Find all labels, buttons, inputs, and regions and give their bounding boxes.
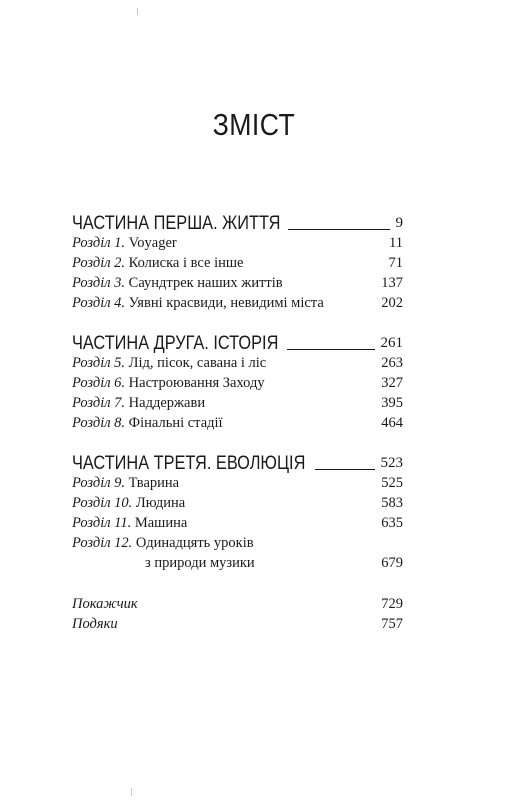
toc-chapter[interactable] <box>72 255 403 275</box>
chapter-page-number: 327 <box>381 375 403 391</box>
chapter-label: Розділ 10. <box>72 495 133 511</box>
scan-mark-bottom <box>131 788 132 796</box>
backmatter-page-number: 757 <box>381 616 403 632</box>
part-page-number: 261 <box>380 335 403 351</box>
spacer <box>72 435 403 449</box>
chapter-title: Тварина <box>128 475 180 491</box>
toc-chapter[interactable] <box>72 375 403 395</box>
toc-chapter[interactable] <box>72 495 403 515</box>
toc-index[interactable] <box>72 596 403 616</box>
part-title: ЧАСТИНА ТРЕТЯ. ЕВОЛЮЦІЯ <box>72 453 306 474</box>
chapter-page-number: 137 <box>381 275 403 291</box>
chapter-page-number: 464 <box>381 415 403 431</box>
chapter-title: Машина <box>134 515 188 531</box>
scan-mark-top <box>137 8 138 15</box>
chapter-label: Розділ 1. <box>72 235 126 251</box>
toc-part-3[interactable] <box>72 449 403 475</box>
chapter-title: Колиска і все інше <box>128 255 244 271</box>
chapter-page-number: 71 <box>388 255 403 271</box>
chapter-title: Людина <box>135 495 186 511</box>
chapter-title: Фінальні стадії <box>128 415 223 431</box>
toc-chapter[interactable] <box>72 235 403 255</box>
leader-line <box>315 469 374 470</box>
chapter-title: Одинадцять уроків <box>135 535 254 551</box>
page-title: ЗМІСТ <box>212 106 296 142</box>
chapter-page-number: 525 <box>381 475 403 491</box>
toc-chapter[interactable] <box>72 355 403 375</box>
spacer <box>72 315 403 329</box>
chapter-page-number: 583 <box>381 495 403 511</box>
chapter-title: Лід, пісок, савана і ліс <box>128 355 267 371</box>
chapter-page-number: 679 <box>381 555 403 571</box>
toc-acknowledgements[interactable] <box>72 616 403 636</box>
chapter-title: Voyager <box>128 235 177 251</box>
chapter-page-number: 11 <box>389 235 403 251</box>
chapter-label: Розділ 12. <box>72 535 133 551</box>
chapter-page-number: 635 <box>381 515 403 531</box>
backmatter-page-number: 729 <box>381 596 403 612</box>
chapter-label: Розділ 6. <box>72 375 126 391</box>
chapter-page-number: 395 <box>381 395 403 411</box>
backmatter-title: Покажчик <box>72 596 138 612</box>
toc-part-1[interactable] <box>72 209 403 235</box>
chapter-label: Розділ 8. <box>72 415 126 431</box>
toc-part-2[interactable] <box>72 329 403 355</box>
leader-line <box>287 349 375 350</box>
toc-chapter-continued[interactable] <box>72 555 403 575</box>
chapter-page-number: 263 <box>381 355 403 371</box>
table-of-contents <box>72 209 403 636</box>
chapter-label: Розділ 3. <box>72 275 126 291</box>
toc-chapter[interactable] <box>72 535 403 555</box>
chapter-label: Розділ 5. <box>72 355 126 371</box>
chapter-title: Уявні красвиди, невидимі міста <box>128 295 324 311</box>
toc-chapter[interactable] <box>72 295 403 315</box>
chapter-title-line2: з природи музики <box>145 555 255 571</box>
toc-chapter[interactable] <box>72 475 403 495</box>
part-title: ЧАСТИНА ПЕРША. ЖИТТЯ <box>72 213 281 234</box>
part-page-number: 9 <box>395 215 403 231</box>
part-title: ЧАСТИНА ДРУГА. ІСТОРІЯ <box>72 333 279 354</box>
chapter-label: Розділ 11. <box>72 515 132 531</box>
toc-chapter[interactable] <box>72 515 403 535</box>
leader-line <box>288 229 389 230</box>
chapter-label: Розділ 2. <box>72 255 126 271</box>
spacer <box>72 575 403 596</box>
toc-chapter[interactable] <box>72 275 403 295</box>
part-page-number: 523 <box>380 455 403 471</box>
chapter-title: Саундтрек наших життів <box>128 275 283 291</box>
chapter-label: Розділ 7. <box>72 395 126 411</box>
toc-chapter[interactable] <box>72 415 403 435</box>
toc-chapter[interactable] <box>72 395 403 415</box>
chapter-title: Наддержави <box>128 395 206 411</box>
backmatter-title: Подяки <box>72 616 118 632</box>
chapter-label: Розділ 4. <box>72 295 126 311</box>
chapter-label: Розділ 9. <box>72 475 126 491</box>
chapter-page-number: 202 <box>381 295 403 311</box>
chapter-title: Настроювання Заходу <box>128 375 265 391</box>
